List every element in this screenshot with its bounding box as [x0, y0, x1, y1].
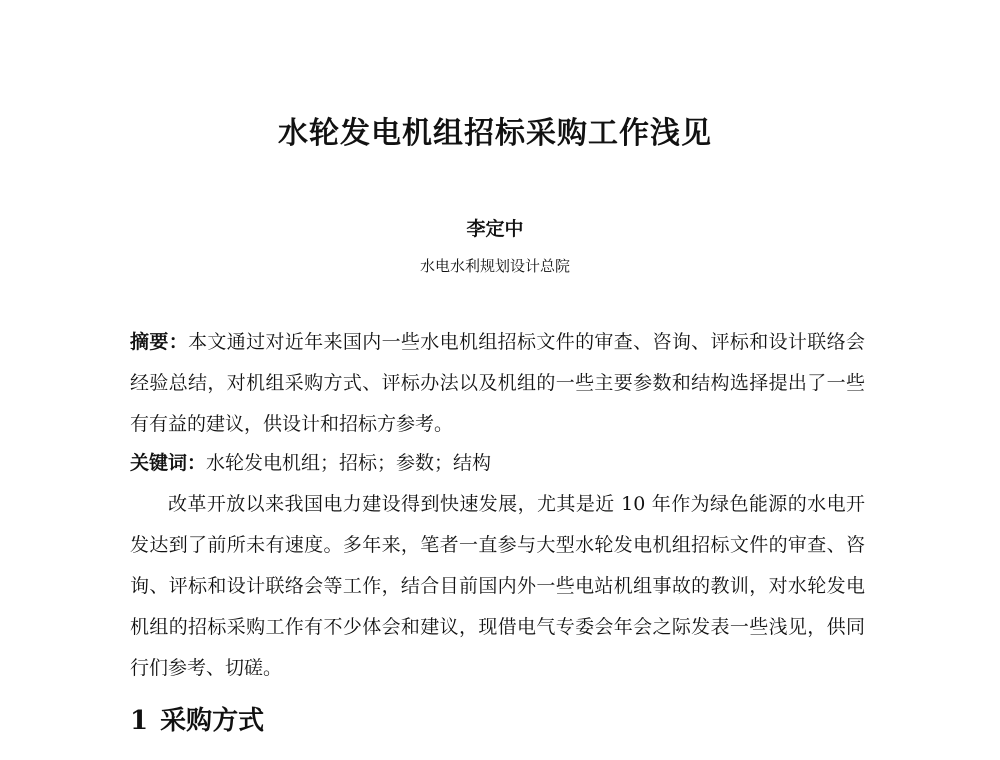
keywords: [130, 443, 865, 484]
section-number: 1: [130, 706, 149, 736]
abstract-text: 本文通过对近年来国内一些水电机组招标文件的审查、咨询、评标和设计联络会经验总结，对机组采购方式、评标办法以及机组的一些主要参数和结构选择提出了一些有有益的建议，供设计和招标方参考。: [130, 331, 865, 435]
section-heading: [130, 700, 264, 737]
keywords-text: 水轮发电机组；招标；参数；结构: [206, 452, 492, 474]
author-affiliation: 水电水利规划设计总院: [419, 257, 570, 275]
body-paragraph: 改革开放以来我国电力建设得到快速发展，尤其是近 10 年作为绿色能源的水电开发达到了前所未有速度。多年来，笔者一直参与大型水轮发电机组招标文件的审查、咨询、评标和设计联络会等工作，结合目前国内外一些电站机组事故的教训，对水轮发电机组的招标采购工作有不少体会和建议，现借电气专委会年会之际发表一些浅见，供同行们参考、切磋。: [130, 493, 865, 679]
document-title: 水轮发电机组招标采购工作浅见: [278, 116, 712, 151]
abstract: [130, 322, 865, 445]
abstract-label: 摘要：: [130, 331, 189, 353]
section-title: 采购方式: [160, 706, 265, 736]
keywords-label: 关键词：: [130, 452, 207, 474]
author-name: 李定中: [466, 218, 524, 240]
